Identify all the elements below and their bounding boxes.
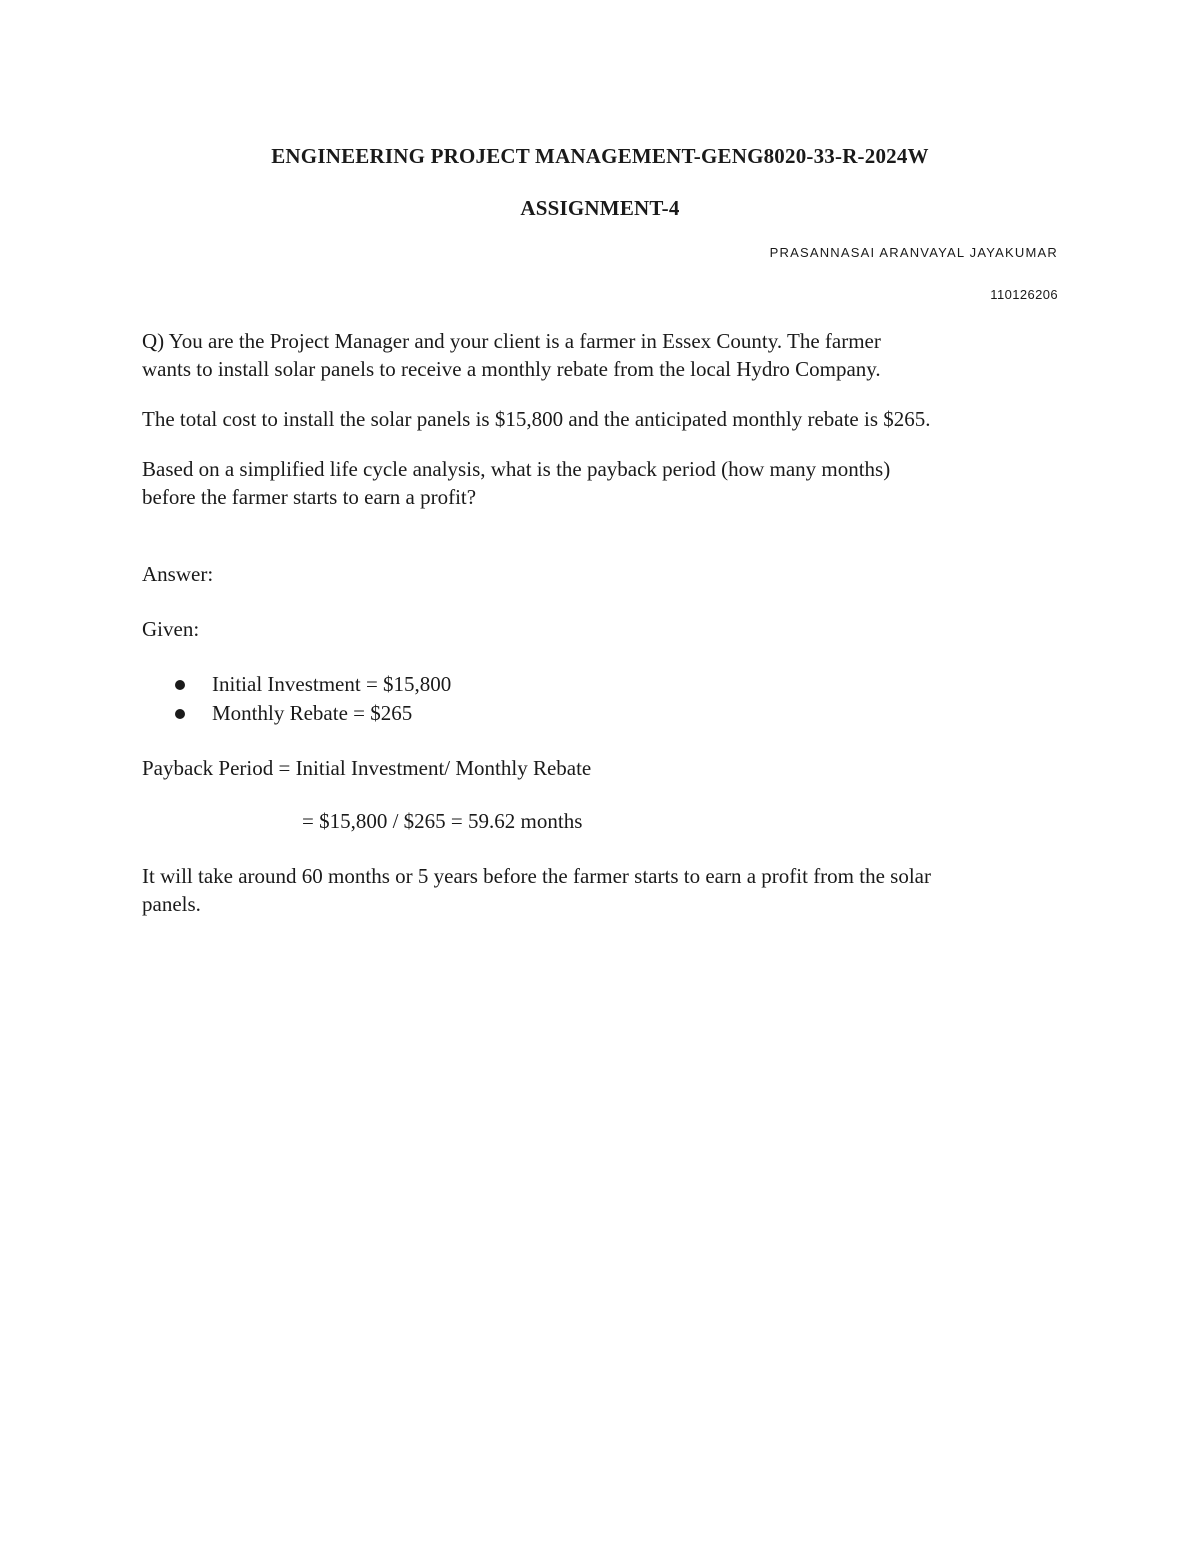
prompt-paragraph: [142, 455, 1058, 511]
conclusion-paragraph: [142, 862, 1058, 918]
bullet-icon: [175, 680, 185, 690]
list-item: [142, 699, 451, 728]
assignment-title: ASSIGNMENT-4: [520, 196, 680, 220]
question-line-1: Q) You are the Project Manager and your client is a farmer in Essex County. The farmer: [142, 329, 881, 353]
student-name: PRASANNASAI ARANVAYAL JAYAKUMAR: [769, 245, 1058, 260]
course-title: ENGINEERING PROJECT MANAGEMENT-GENG8020-33-R-2024W: [271, 144, 929, 168]
given-item-text: Monthly Rebate = $265: [212, 701, 413, 725]
bullet-icon: [175, 709, 185, 719]
given-list: [142, 670, 451, 728]
prompt-line-2: before the farmer starts to earn a profit?: [142, 485, 477, 509]
formula-line: Payback Period = Initial Investment/ Monthly Rebate: [142, 756, 592, 780]
given-item-text: Initial Investment = $15,800: [212, 672, 452, 696]
calculation-line: = $15,800 / $265 = 59.62 months: [302, 809, 583, 833]
prompt-line-1: Based on a simplified life cycle analysis, what is the payback period (how many months): [142, 457, 891, 481]
answer-label: Answer:: [142, 562, 214, 586]
conclusion-line-1: It will take around 60 months or 5 years before the farmer starts to earn a profit from the solar: [142, 864, 931, 888]
cost-statement: The total cost to install the solar panels is $15,800 and the anticipated monthly rebate is $265.: [142, 407, 931, 431]
student-id: 110126206: [990, 287, 1058, 302]
given-label: Given:: [142, 617, 200, 641]
question-line-2: wants to install solar panels to receive a monthly rebate from the local Hydro Company.: [142, 357, 881, 381]
question-paragraph: [142, 327, 1058, 383]
conclusion-line-2: panels.: [142, 892, 201, 916]
list-item: [142, 670, 451, 699]
